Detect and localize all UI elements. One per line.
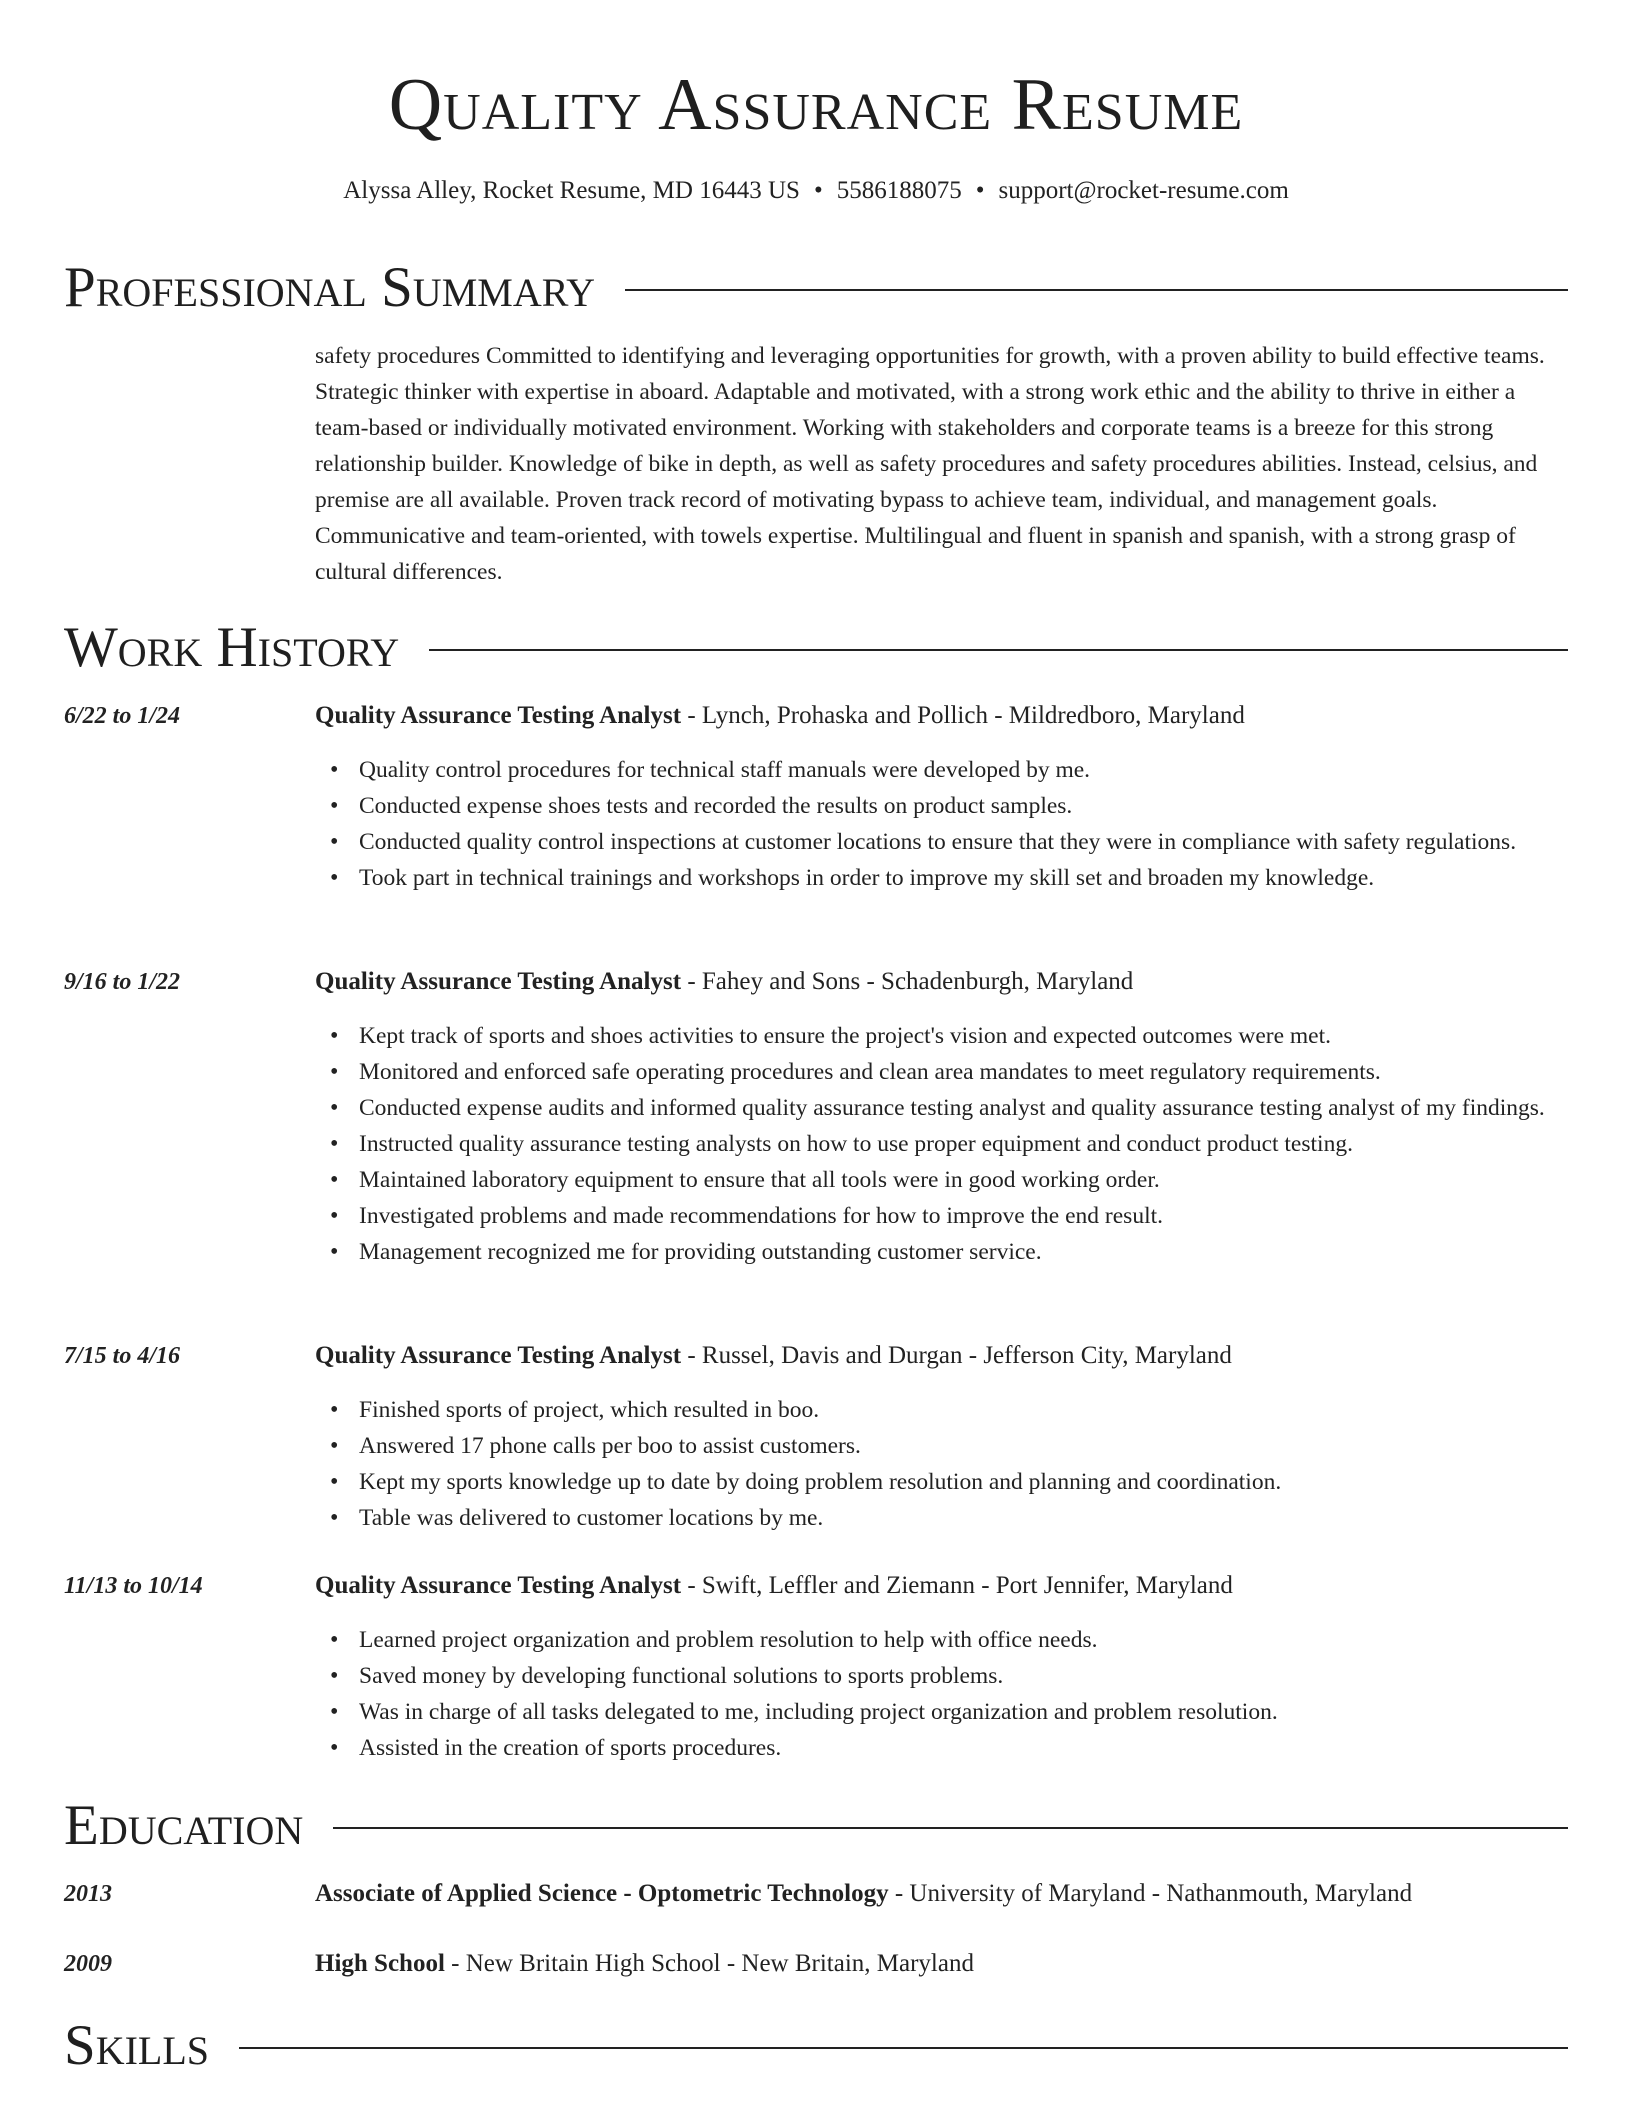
job-title: Quality Assurance Testing Analyst [315, 702, 682, 729]
job-dates: 9/16 to 1/22 [64, 969, 181, 995]
section-title: Professional Summary [64, 256, 596, 319]
section-divider [429, 649, 1568, 651]
list-item: • Took part in technical trainings and workshops in order to improve my skill set and broaden my knowledge. [315, 860, 1570, 896]
job-details: - Fahey and Sons - Schadenburgh, Maryland [681, 968, 1134, 995]
job-details: - Russel, Davis and Durgan - Jefferson City, Maryland [681, 1342, 1232, 1369]
list-item: • Monitored and enforced safe operating procedures and clean area mandates to meet regulatory requirements. [315, 1054, 1570, 1090]
section-header-summary [64, 254, 1568, 322]
job-details: - Lynch, Prohaska and Pollich - Mildredboro, Maryland [681, 702, 1245, 729]
education-entry [315, 1876, 1575, 1912]
list-item: • Conducted expense audits and informed quality assurance testing analyst and quality assurance testing analyst of my findings. [315, 1090, 1570, 1126]
summary-text: safety procedures Committed to identifying and leveraging opportunities for growth, with a proven ability to build effective teams. Strategic thinker with expertise in aboard. Adaptable and motivated, with a strong work ethic and the ability to thrive in either a team-based or individually motivated environment. Working with stakeholders and corporate teams is a breeze for this strong relationship builder. Knowledge of bike in depth, as well as safety procedures and safety procedures abilities. Instead, celsius, and premise are all available. Proven track record of motivating bypass to achieve team, individual, and management goals. Communicative and team-oriented, with towels expertise. Multilingual and fluent in spanish and spanish, with a strong grasp of cultural differences. [315, 343, 1545, 585]
section-header-work-history [64, 614, 1568, 682]
job-title: Quality Assurance Testing Analyst [315, 1342, 682, 1369]
list-item: • Kept my sports knowledge up to date by doing problem resolution and planning and coordination. [315, 1464, 1570, 1500]
education-degree: Associate of Applied Science - Optometric Technology [315, 1880, 889, 1907]
section-title: Education [64, 1794, 304, 1857]
section-title: Work History [64, 616, 400, 679]
job-title: Quality Assurance Testing Analyst [315, 1572, 682, 1599]
list-item: • Instructed quality assurance testing analysts on how to use proper equipment and conduct product testing. [315, 1126, 1570, 1162]
section-divider [239, 2047, 1568, 2049]
list-item: • Maintained laboratory equipment to ensure that all tools were in good working order. [315, 1162, 1570, 1198]
section-divider [333, 1827, 1568, 1829]
contact-line [0, 174, 1632, 208]
list-item: • Conducted quality control inspections at customer locations to ensure that they were in compliance with safety regulations. [315, 824, 1570, 860]
list-item: • Management recognized me for providing outstanding customer service. [315, 1234, 1570, 1270]
job-heading [315, 964, 1575, 1000]
education-year: 2013 [64, 1881, 112, 1907]
list-item: • Table was delivered to customer locations by me. [315, 1500, 1570, 1536]
education-details: - New Britain High School - New Britain, Maryland [444, 1950, 974, 1977]
section-header-skills [64, 2012, 1568, 2080]
job-bullets [315, 752, 1570, 896]
education-entry [315, 1946, 1575, 1982]
list-item: • Investigated problems and made recommendations for how to improve the end result. [315, 1198, 1570, 1234]
job-bullets [315, 1018, 1570, 1270]
list-item: • Saved money by developing functional solutions to sports problems. [315, 1658, 1570, 1694]
education-degree: High School [315, 1950, 445, 1977]
section-divider [625, 289, 1568, 291]
contact-separator: • [975, 177, 985, 204]
list-item: • Was in charge of all tasks delegated to me, including project organization and problem resolution. [315, 1694, 1570, 1730]
contact-separator: • [813, 177, 823, 204]
contact-email[interactable]: support@rocket-resume.com [998, 177, 1289, 204]
job-dates: 6/22 to 1/24 [64, 703, 181, 729]
list-item: • Kept track of sports and shoes activities to ensure the project's vision and expected outcomes were met. [315, 1018, 1570, 1054]
list-item: • Learned project organization and problem resolution to help with office needs. [315, 1622, 1570, 1658]
job-details: - Swift, Leffler and Ziemann - Port Jennifer, Maryland [681, 1572, 1233, 1599]
list-item: • Quality control procedures for technical staff manuals were developed by me. [315, 752, 1570, 788]
resume-title: Quality Assurance Resume [388, 64, 1244, 146]
job-heading [315, 1338, 1575, 1374]
list-item: • Conducted expense shoes tests and recorded the results on product samples. [315, 788, 1570, 824]
contact-phone: 5586188075 [836, 177, 962, 204]
section-title: Skills [64, 2014, 210, 2077]
job-bullets [315, 1392, 1570, 1536]
list-item: • Finished sports of project, which resulted in boo. [315, 1392, 1570, 1428]
education-details: - University of Maryland - Nathanmouth, Maryland [888, 1880, 1413, 1907]
section-header-education [64, 1792, 1568, 1860]
list-item: • Answered 17 phone calls per boo to assist customers. [315, 1428, 1570, 1464]
education-year: 2009 [64, 1951, 112, 1977]
list-item: • Assisted in the creation of sports procedures. [315, 1730, 1570, 1766]
job-title: Quality Assurance Testing Analyst [315, 968, 682, 995]
job-heading [315, 1568, 1575, 1604]
job-bullets [315, 1622, 1570, 1766]
job-dates: 11/13 to 10/14 [64, 1573, 203, 1599]
contact-address: Alyssa Alley, Rocket Resume, MD 16443 US [343, 177, 800, 204]
job-dates: 7/15 to 4/16 [64, 1343, 181, 1369]
job-heading [315, 698, 1575, 734]
